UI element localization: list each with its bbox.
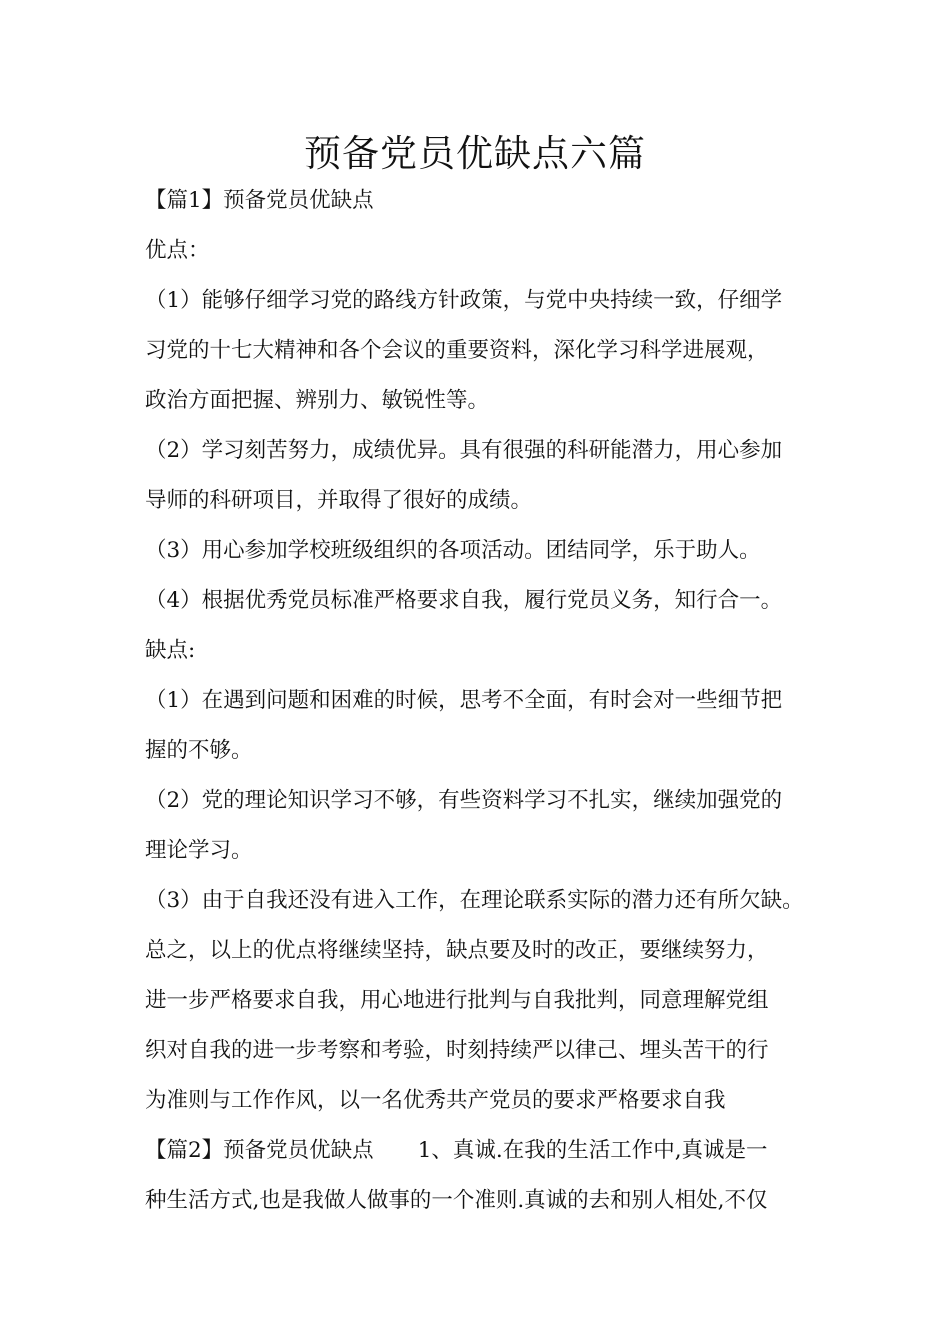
text-line: 理论学习。 [145, 838, 253, 863]
text-line: 总之，以上的优点将继续坚持，缺点要及时的改正，要继续努力， [145, 938, 769, 963]
section-1-heading: 【篇1】预备党员优缺点 [145, 188, 374, 213]
text-line: （3）由于自我还没有进入工作，在理论联系实际的潜力还有所欠缺。 [145, 888, 804, 913]
text-line: （3）用心参加学校班级组织的各项活动。团结同学，乐于助人。 [145, 538, 761, 563]
text-line: 为准则与工作作风，以一名优秀共产党员的要求严格要求自我 [145, 1088, 726, 1113]
text-line: （4）根据优秀党员标准严格要求自我，履行党员义务，知行合一。 [145, 588, 783, 613]
section-2-heading: 【篇2】预备党员优缺点 [145, 1138, 374, 1163]
section-2-line [145, 1136, 768, 1166]
document-title: 预备党员优缺点六篇 [304, 132, 646, 175]
text-line: 织对自我的进一步考察和考验，时刻持续严以律己、埋头苦干的行 [145, 1038, 769, 1063]
text-line: 缺点: [145, 638, 196, 663]
text-line: （1）在遇到问题和困难的时候，思考不全面，有时会对一些细节把 [145, 688, 783, 713]
text-line: （1）能够仔细学习党的路线方针政策，与党中央持续一致，仔细学 [145, 288, 783, 313]
text-line: 种生活方式,也是我做人做事的一个准则.真诚的去和别人相处,不仅 [145, 1188, 768, 1213]
text-line: （2）党的理论知识学习不够，有些资料学习不扎实，继续加强党的 [145, 788, 783, 813]
text-line: 导师的科研项目，并取得了很好的成绩。 [145, 488, 533, 513]
text-line: 优点： [145, 238, 210, 263]
text-line: 进一步严格要求自我，用心地进行批判与自我批判，同意理解党组 [145, 988, 769, 1013]
text-line: （2）学习刻苦努力，成绩优异。具有很强的科研能潜力，用心参加 [145, 438, 783, 463]
section-2-text: 1、真诚.在我的生活工作中,真诚是一 [417, 1138, 768, 1163]
text-line: 握的不够。 [145, 738, 253, 763]
text-line: 习党的十七大精神和各个会议的重要资料，深化学习科学进展观， [145, 338, 769, 363]
text-line: 政治方面把握、辨别力、敏锐性等。 [145, 388, 490, 413]
